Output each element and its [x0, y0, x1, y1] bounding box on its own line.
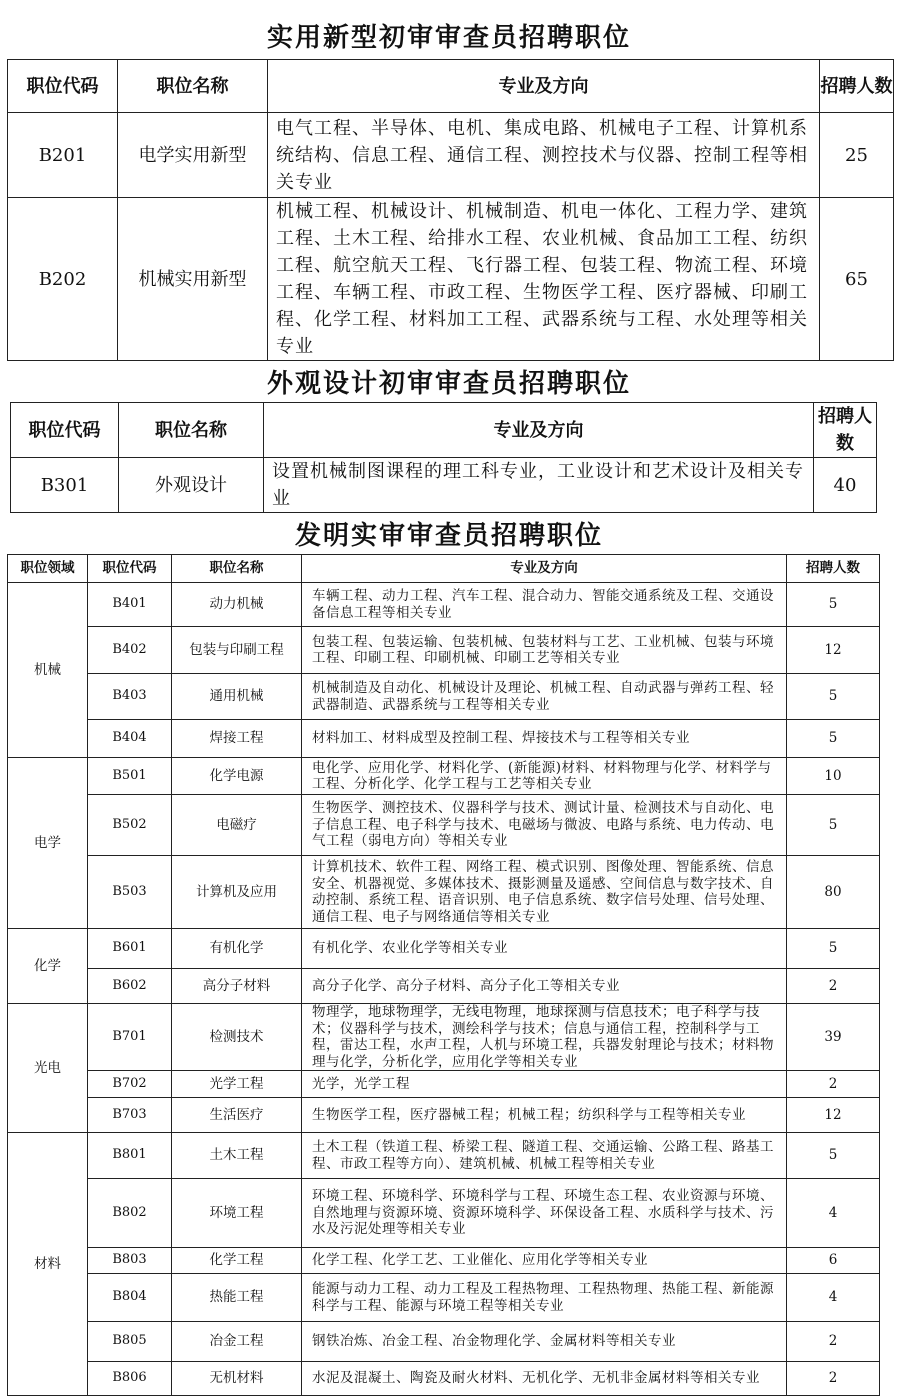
hiring-count: 5: [787, 795, 880, 856]
hiring-count: 25: [820, 113, 894, 198]
hiring-count: 5: [787, 929, 880, 969]
hiring-count: 80: [787, 856, 880, 929]
position-code: B703: [88, 1098, 172, 1133]
header-code: 职位代码: [8, 60, 118, 113]
header-name: 职位名称: [119, 403, 264, 458]
position-field: 机械: [8, 583, 88, 758]
position-code: B804: [88, 1274, 172, 1322]
position-code: B402: [88, 627, 172, 674]
table-row: [8, 720, 880, 758]
table-row: [8, 1133, 880, 1179]
major-direction: 机械工程、机械设计、机械制造、机电一体化、工程力学、建筑工程、土木工程、给排水工程、农业机械、食品加工工程、纺织工程、航空航天工程、飞行器工程、包装工程、物流工程、环境工程、车辆工程、市政工程、生物医学工程、医疗器械、印刷工程、化学工程、材料加工工程、武器系统与工程、水处理等相关专业: [268, 198, 820, 361]
hiring-count: 5: [787, 674, 880, 720]
table-row: [8, 1322, 880, 1362]
position-name: 光学工程: [172, 1071, 302, 1098]
hiring-count: 4: [787, 1274, 880, 1322]
hiring-count: 12: [787, 1098, 880, 1133]
position-code: B802: [88, 1179, 172, 1248]
table-row: [8, 1071, 880, 1098]
position-name: 焊接工程: [172, 720, 302, 758]
major-direction: 生物医学、测控技术、仪器科学与技术、测试计量、检测技术与自动化、电子信息工程、电子科学与技术、电磁场与微波、电路与系统、电力传动、电气工程（弱电方向）等相关专业: [302, 795, 787, 856]
header-count: 招聘人数: [814, 403, 877, 458]
header-field: 职位领域: [8, 555, 88, 583]
major-direction: 环境工程、环境科学、环境科学与工程、环境生态工程、农业资源与环境、自然地理与资源环境、资源环境科学、环保设备工程、水质科学与技术、污水及污泥处理等相关专业: [302, 1179, 787, 1248]
hiring-count: 2: [787, 1362, 880, 1396]
position-name: 有机化学: [172, 929, 302, 969]
major-direction: 高分子化学、高分子材料、高分子化工等相关专业: [302, 969, 787, 1004]
header-code: 职位代码: [11, 403, 119, 458]
position-code: B602: [88, 969, 172, 1004]
major-direction: 光学，光学工程: [302, 1071, 787, 1098]
major-direction: 化学工程、化学工艺、工业催化、应用化学等相关专业: [302, 1248, 787, 1274]
section2-title: 外观设计初审审查员招聘职位: [266, 369, 631, 399]
hiring-count: 39: [787, 1004, 880, 1071]
position-name: 计算机及应用: [172, 856, 302, 929]
position-code: B503: [88, 856, 172, 929]
position-code: B805: [88, 1322, 172, 1362]
position-name: 化学工程: [172, 1248, 302, 1274]
position-name: 检测技术: [172, 1004, 302, 1071]
hiring-count: 4: [787, 1179, 880, 1248]
position-name: 动力机械: [172, 583, 302, 627]
position-field: 化学: [8, 929, 88, 1004]
table-row: [8, 856, 880, 929]
position-name: 电磁疗: [172, 795, 302, 856]
table-row: [8, 113, 894, 198]
position-code: B501: [88, 758, 172, 795]
header-code: 职位代码: [88, 555, 172, 583]
table-row: [8, 929, 880, 969]
position-code: B601: [88, 929, 172, 969]
section3-title: 发明实审审查员招聘职位: [294, 521, 603, 551]
invention-table: [7, 554, 880, 1396]
hiring-count: 2: [787, 969, 880, 1004]
header-count: 招聘人数: [820, 60, 894, 113]
position-name: 环境工程: [172, 1179, 302, 1248]
position-name: 土木工程: [172, 1133, 302, 1179]
major-direction: 包装工程、包装运输、包装机械、包装材料与工艺、工业机械、包装与环境工程、印刷工程、印刷机械、印刷工艺等相关专业: [302, 627, 787, 674]
header-name: 职位名称: [118, 60, 268, 113]
section1-title: 实用新型初审审查员招聘职位: [266, 23, 631, 53]
table-row: [8, 1098, 880, 1133]
position-name: 高分子材料: [172, 969, 302, 1004]
design-table: [10, 402, 877, 513]
hiring-count: 5: [787, 720, 880, 758]
position-name: 电学实用新型: [118, 113, 268, 198]
table-row: [8, 627, 880, 674]
position-name: 冶金工程: [172, 1322, 302, 1362]
table-row: [8, 758, 880, 795]
header-major: 专业及方向: [302, 555, 787, 583]
hiring-count: 5: [787, 583, 880, 627]
major-direction: 电化学、应用化学、材料化学、(新能源)材料、材料物理与化学、材料学与工程、分析化学、化学工程与工艺等相关专业: [302, 758, 787, 795]
position-code: B701: [88, 1004, 172, 1071]
major-direction: 设置机械制图课程的理工科专业，工业设计和艺术设计及相关专业: [264, 458, 814, 513]
major-direction: 钢铁冶炼、冶金工程、冶金物理化学、金属材料等相关专业: [302, 1322, 787, 1362]
hiring-count: 65: [820, 198, 894, 361]
position-code: B803: [88, 1248, 172, 1274]
hiring-count: 6: [787, 1248, 880, 1274]
position-code: B301: [11, 458, 119, 513]
position-code: B404: [88, 720, 172, 758]
position-name: 生活医疗: [172, 1098, 302, 1133]
position-code: B801: [88, 1133, 172, 1179]
major-direction: 土木工程（铁道工程、桥梁工程、隧道工程、交通运输、公路工程、路基工程、市政工程等方向）、建筑机械、机械工程等相关专业: [302, 1133, 787, 1179]
major-direction: 机械制造及自动化、机械设计及理论、机械工程、自动武器与弹药工程、轻武器制造、武器系统与工程等相关专业: [302, 674, 787, 720]
position-code: B502: [88, 795, 172, 856]
major-direction: 计算机技术、软件工程、网络工程、模式识别、图像处理、智能系统、信息安全、机器视觉、多媒体技术、摄影测量及遥感、空间信息与数字技术、自动控制、系统工程、语音识别、电子信息系统、数字信号处理、信号处理、通信工程、电子与网络通信等相关专业: [302, 856, 787, 929]
position-name: 外观设计: [119, 458, 264, 513]
major-direction: 物理学，地球物理学，无线电物理，地球探测与信息技术；电子科学与技术；仪器科学与技术，测绘科学与技术；信息与通信工程，控制科学与工程，雷达工程，水声工程，人机与环境工程，兵器发射理论与技术；材料物理与化学，分析化学，应用化学等相关专业: [302, 1004, 787, 1071]
position-code: B201: [8, 113, 118, 198]
header-name: 职位名称: [172, 555, 302, 583]
position-code: B702: [88, 1071, 172, 1098]
major-direction: 有机化学、农业化学等相关专业: [302, 929, 787, 969]
position-code: B401: [88, 583, 172, 627]
hiring-count: 40: [814, 458, 877, 513]
table-row: [8, 795, 880, 856]
major-direction: 生物医学工程，医疗器械工程；机械工程；纺织科学与工程等相关专业: [302, 1098, 787, 1133]
position-code: B202: [8, 198, 118, 361]
position-code: B806: [88, 1362, 172, 1396]
position-name: 热能工程: [172, 1274, 302, 1322]
table-row: [8, 1004, 880, 1071]
table-row: [8, 1362, 880, 1396]
position-code: B403: [88, 674, 172, 720]
header-major: 专业及方向: [264, 403, 814, 458]
utility-model-table: [7, 59, 894, 361]
header-count: 招聘人数: [787, 555, 880, 583]
hiring-count: 12: [787, 627, 880, 674]
position-name: 无机材料: [172, 1362, 302, 1396]
position-name: 化学电源: [172, 758, 302, 795]
table-row: [8, 583, 880, 627]
hiring-count: 10: [787, 758, 880, 795]
major-direction: 能源与动力工程、动力工程及工程热物理、工程热物理、热能工程、新能源科学与工程、能源与环境工程等相关专业: [302, 1274, 787, 1322]
position-name: 机械实用新型: [118, 198, 268, 361]
table-row: [8, 1274, 880, 1322]
major-direction: 车辆工程、动力工程、汽车工程、混合动力、智能交通系统及工程、交通设备信息工程等相关专业: [302, 583, 787, 627]
hiring-count: 2: [787, 1071, 880, 1098]
major-direction: 材料加工、材料成型及控制工程、焊接技术与工程等相关专业: [302, 720, 787, 758]
table-row: [8, 1248, 880, 1274]
header-major: 专业及方向: [268, 60, 820, 113]
hiring-count: 2: [787, 1322, 880, 1362]
table-row: [8, 198, 894, 361]
table-row: [8, 674, 880, 720]
table-row: [11, 458, 877, 513]
table-row: [8, 1179, 880, 1248]
major-direction: 水泥及混凝土、陶瓷及耐火材料、无机化学、无机非金属材料等相关专业: [302, 1362, 787, 1396]
position-name: 包装与印刷工程: [172, 627, 302, 674]
hiring-count: 5: [787, 1133, 880, 1179]
position-field: 光电: [8, 1004, 88, 1133]
position-field: 电学: [8, 758, 88, 929]
position-name: 通用机械: [172, 674, 302, 720]
major-direction: 电气工程、半导体、电机、集成电路、机械电子工程、计算机系统结构、信息工程、通信工程、测控技术与仪器、控制工程等相关专业: [268, 113, 820, 198]
table-row: [8, 969, 880, 1004]
position-field: 材料: [8, 1133, 88, 1396]
